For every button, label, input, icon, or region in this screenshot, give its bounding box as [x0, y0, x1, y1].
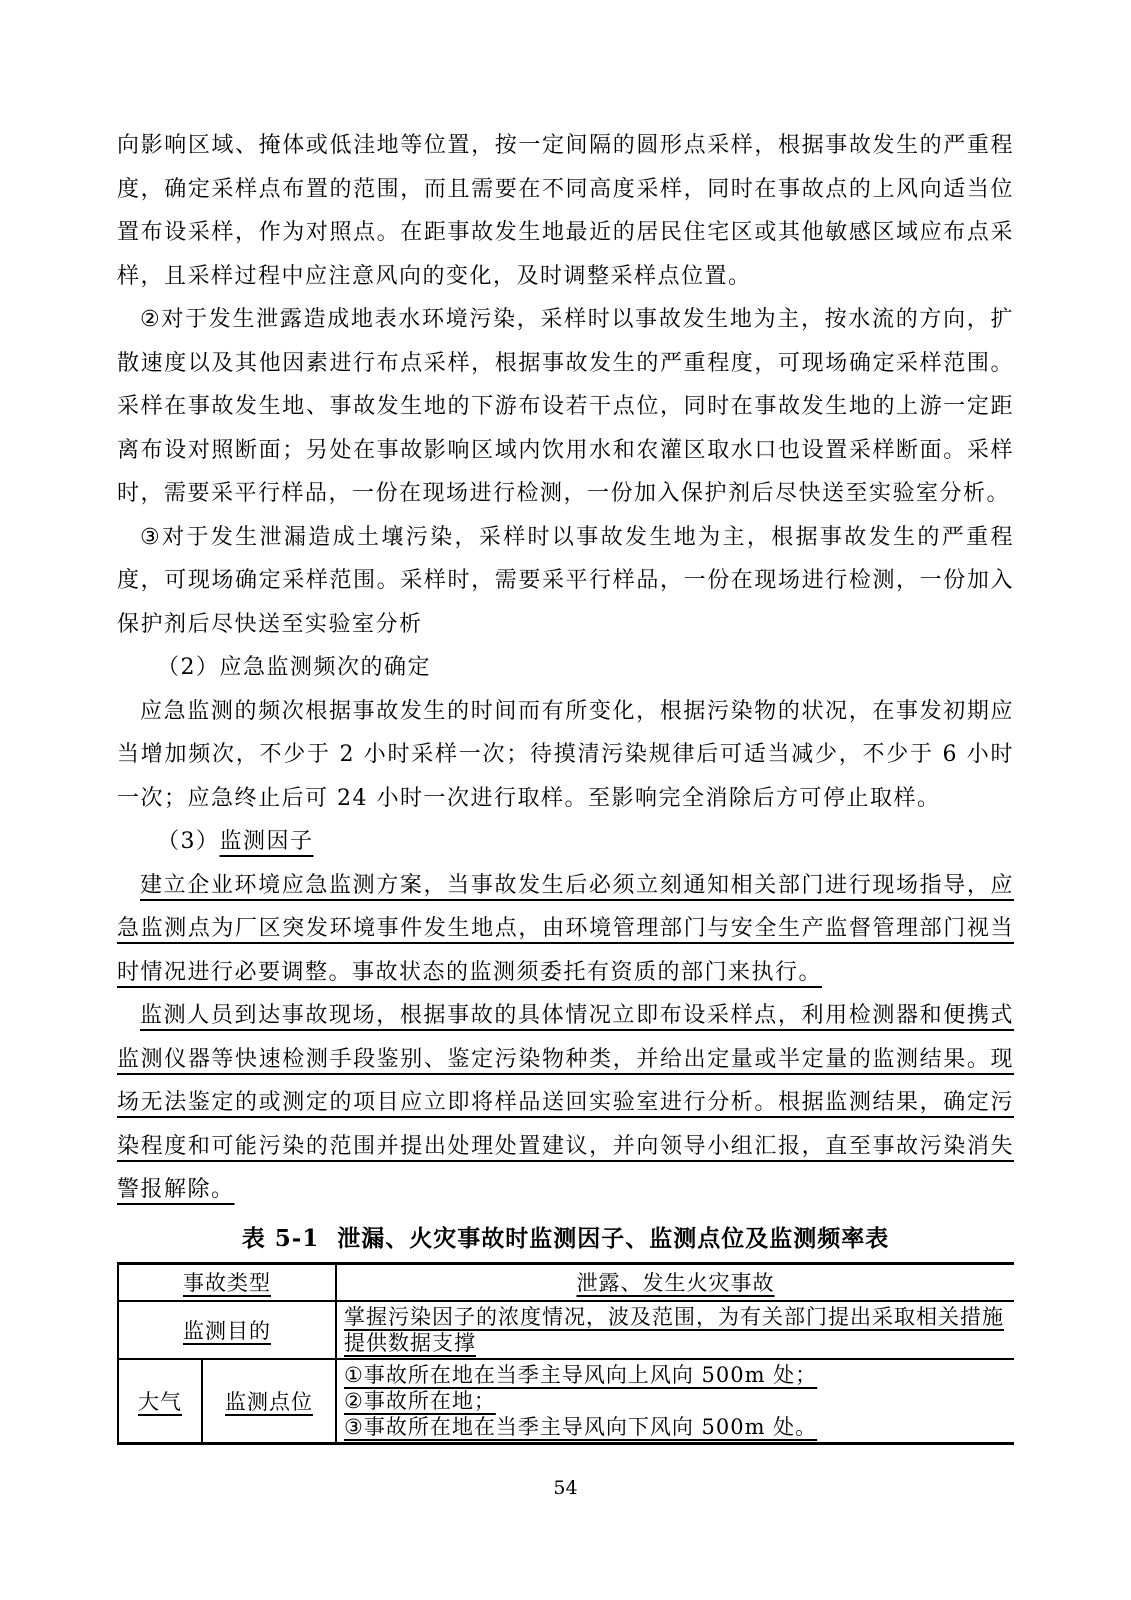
page-number: 54: [553, 1477, 578, 1499]
cell-purpose-value: 掌握污染因子的浓度情况，波及范围，为有关部门提出采取相关措施提供数据支撑: [336, 1301, 1014, 1359]
heading-monitoring-factor: [117, 820, 1014, 864]
air-point-3: ③事故所在地在当季主导风向下风向 500m 处。: [344, 1415, 818, 1439]
table-5-1-title: 表 5-1 泄漏、火灾事故时监测因子、监测点位及监测频率表: [241, 1224, 890, 1252]
cell-accident-type-value: 泄露、发生火灾事故: [336, 1263, 1014, 1301]
paragraph-air-sampling-continued: 向影响区域、掩体或低洼地等位置，按一定间隔的圆形点采样，根据事故发生的严重程度，确定采样点布置的范围，而且需要在不同高度采样，同时在事故点的上风向适当位置布设采样，作为对照点。在距事故发生地最近的居民住宅区或其他敏感区域应布点采样，且采样过程中应注意风向的变化，及时调整采样点位置。: [117, 133, 1014, 289]
paragraph-emergency-plan: 建立企业环境应急监测方案，当事故发生后必须立刻通知相关部门进行现场指导，应急监测点为厂区突发环境事件发生地点，由环境管理部门与安全生产监督管理部门视当时情况进行必要调整。事故状态的监测须委托有资质的部门来执行。: [117, 872, 1014, 985]
table-5-1: [117, 1262, 1014, 1446]
air-point-1: ①事故所在地在当季主导风向上风向 500m 处；: [344, 1363, 818, 1387]
cell-air-category: 大气: [118, 1359, 202, 1444]
heading-monitoring-factor-number: （3）: [157, 829, 220, 854]
paragraph-water-sampling: ②对于发生泄露造成地表水环境污染，采样时以事故发生地为主，按水流的方向，扩散速度以及其他因素进行布点采样，根据事故发生的严重程度，可现场确定采样范围。采样在事故发生地、事故发生地的下游布设若干点位，同时在事故发生地的上游一定距离布设对照断面；另处在事故影响区域内饮用水和农灌区取水口也设置采样断面。采样时，需要采平行样品，一份在现场进行检测，一份加入保护剂后尽快送至实验室分析。: [117, 307, 1014, 506]
cell-air-points-value: [336, 1359, 1014, 1444]
table-row-purpose: [118, 1301, 1014, 1359]
paragraph-soil-sampling: ③对于发生泄漏造成土壤污染，采样时以事故发生地为主，根据事故发生的严重程度，可现场确定采样范围。采样时，需要采平行样品，一份在现场进行检测，一份加入保护剂后尽快送至实验室分析: [117, 524, 1014, 637]
paragraph-frequency-details: 应急监测的频次根据事故发生的时间而有所变化，根据污染物的状况，在事发初期应当增加频次，不少于 2 小时采样一次；待摸清污染规律后可适当减少，不少于 6 小时一次；应急终止后可 24 小时一次进行取样。至影响完全消除后方可停止取样。: [117, 698, 1014, 811]
air-point-2: ②事故所在地；: [344, 1389, 496, 1413]
heading-monitoring-factor-label: 监测因子: [219, 829, 314, 854]
table-row-accident-type: [118, 1263, 1014, 1301]
heading-monitoring-frequency: （2）应急监测频次的确定: [157, 655, 431, 680]
page-content: [117, 124, 1014, 1445]
paragraph-site-monitoring: 监测人员到达事故现场，根据事故的具体情况立即布设采样点，利用检测器和便携式监测仪器等快速检测手段鉴别、鉴定污染物种类，并给出定量或半定量的监测结果。现场无法鉴定的或测定的项目应立即将样品送回实验室进行分析。根据监测结果，确定污染程度和可能污染的范围并提出处理处置建议，并向领导小组汇报，直至事故污染消失警报解除。: [117, 1003, 1014, 1202]
cell-air-points-label: 监测点位: [202, 1359, 336, 1444]
cell-accident-type-label: 事故类型: [118, 1263, 336, 1301]
table-row-air-points: [118, 1359, 1014, 1444]
cell-purpose-label: 监测目的: [118, 1301, 336, 1359]
